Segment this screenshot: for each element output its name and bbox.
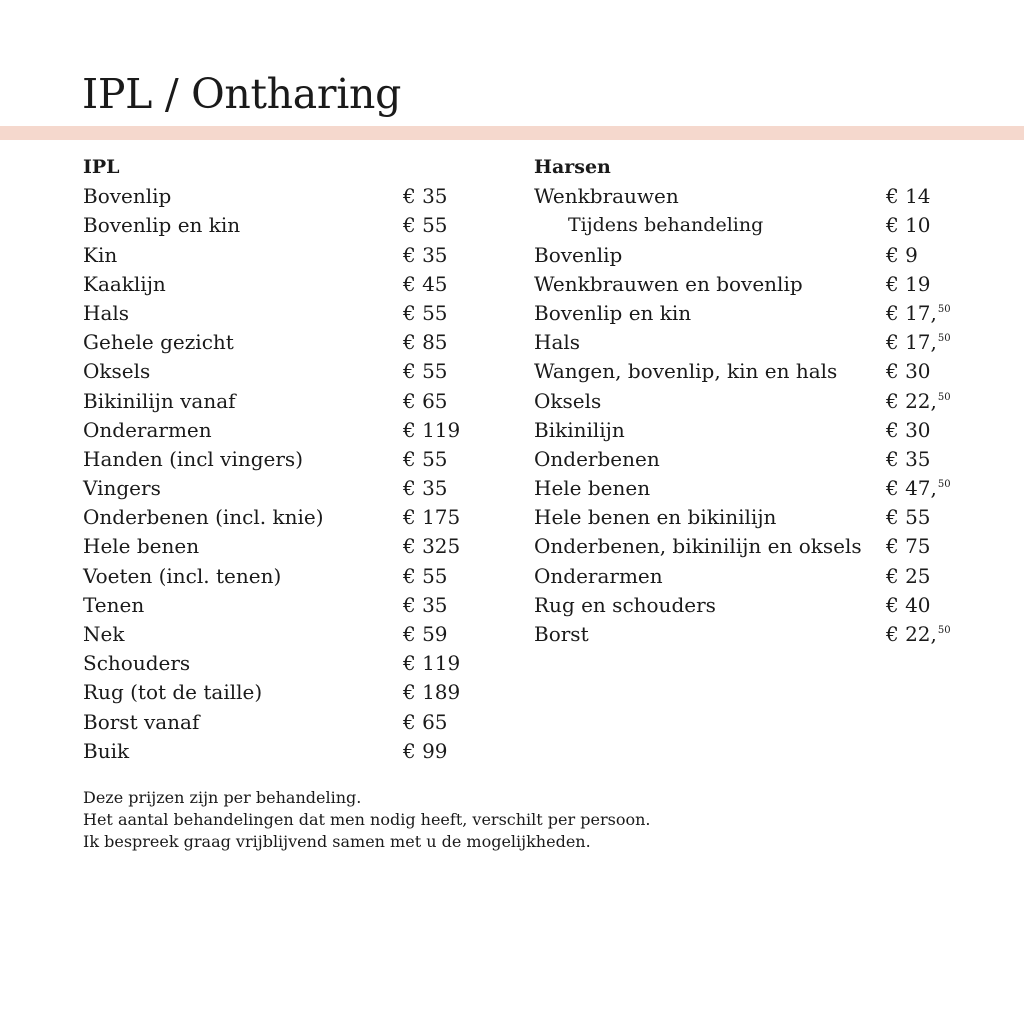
treatment-name: Bovenlip bbox=[83, 184, 172, 209]
ipl-price-list bbox=[83, 153, 483, 766]
price-amount: € 19 bbox=[886, 271, 931, 296]
price-amount: € 35 bbox=[403, 184, 448, 209]
price-amount: € 25 bbox=[886, 563, 931, 588]
price-amount: € 119 bbox=[403, 417, 461, 442]
price-row bbox=[83, 299, 483, 328]
treatment-name: Wenkbrauwen en bovenlip bbox=[534, 271, 803, 296]
treatment-name: Hele benen en bikinilijn bbox=[534, 505, 777, 530]
price-cents: 50 bbox=[937, 479, 951, 491]
treatment-price bbox=[403, 678, 460, 707]
price-amount: € 17, bbox=[886, 300, 937, 325]
ipl-rows bbox=[83, 182, 483, 766]
price-row bbox=[83, 182, 483, 211]
price-amount: € 14 bbox=[886, 184, 931, 209]
treatment-price bbox=[403, 620, 448, 649]
price-row bbox=[534, 620, 974, 649]
treatment-name: Onderarmen bbox=[83, 417, 212, 442]
treatment-price bbox=[403, 299, 448, 328]
treatment-price bbox=[886, 211, 931, 240]
price-row bbox=[83, 270, 483, 299]
treatment-price bbox=[403, 503, 460, 532]
price-row bbox=[534, 270, 974, 299]
price-row bbox=[83, 211, 483, 240]
treatment-name: Tenen bbox=[83, 592, 145, 617]
treatment-name: Tijdens behandeling bbox=[568, 214, 764, 237]
price-cents: 50 bbox=[937, 625, 951, 636]
price-amount: € 325 bbox=[403, 534, 461, 559]
treatment-price bbox=[886, 445, 931, 474]
treatment-name: Voeten (incl. tenen) bbox=[83, 563, 282, 588]
treatment-name: Onderbenen bbox=[534, 446, 660, 471]
treatment-price bbox=[886, 562, 931, 591]
price-amount: € 47, bbox=[886, 476, 937, 501]
footer-line-consultation: Ik bespreek graag vrijblijvend samen met u de mogelijkheden. bbox=[83, 832, 591, 851]
price-amount: € 45 bbox=[403, 271, 448, 296]
price-amount: € 65 bbox=[403, 388, 448, 413]
treatment-name: Hals bbox=[83, 300, 130, 325]
price-amount: € 35 bbox=[403, 242, 448, 267]
treatment-price bbox=[403, 532, 460, 561]
treatment-name: Wangen, bovenlip, kin en hals bbox=[534, 359, 838, 384]
price-amount: € 35 bbox=[403, 592, 448, 617]
treatment-price bbox=[403, 649, 460, 678]
treatment-name: Borst bbox=[534, 622, 589, 646]
price-amount: € 119 bbox=[403, 651, 461, 676]
price-amount: € 85 bbox=[403, 330, 448, 355]
treatment-price bbox=[403, 416, 460, 445]
price-row bbox=[534, 532, 974, 561]
treatment-name: Bikinilijn bbox=[534, 417, 625, 442]
price-row bbox=[83, 737, 483, 766]
price-row bbox=[83, 416, 483, 445]
treatment-name: Kin bbox=[83, 242, 118, 267]
footer-line-per-treatment: Deze prijzen zijn per behandeling. bbox=[83, 788, 362, 807]
treatment-price bbox=[886, 591, 931, 620]
treatment-price bbox=[886, 241, 918, 270]
price-amount: € 9 bbox=[886, 242, 918, 267]
treatment-name: Bovenlip en kin bbox=[534, 300, 692, 325]
treatment-name: Onderarmen bbox=[534, 563, 663, 588]
treatment-name: Hele benen bbox=[83, 534, 200, 559]
ipl-heading: IPL bbox=[83, 156, 120, 178]
treatment-price bbox=[403, 737, 448, 766]
price-row bbox=[83, 328, 483, 357]
treatment-price bbox=[403, 270, 448, 299]
treatment-name: Hals bbox=[534, 330, 581, 355]
treatment-price bbox=[886, 416, 931, 445]
price-amount: € 30 bbox=[886, 417, 931, 442]
treatment-price bbox=[403, 474, 448, 503]
price-amount: € 175 bbox=[403, 505, 461, 530]
price-row bbox=[83, 241, 483, 270]
treatment-name: Nek bbox=[83, 622, 125, 646]
price-row bbox=[83, 474, 483, 503]
price-row bbox=[534, 591, 974, 620]
footer-notes bbox=[83, 787, 783, 853]
price-row bbox=[83, 445, 483, 474]
treatment-name: Oksels bbox=[83, 359, 151, 384]
treatment-price bbox=[403, 708, 448, 737]
price-amount: € 40 bbox=[886, 592, 931, 617]
price-row bbox=[83, 620, 483, 649]
treatment-name: Oksels bbox=[534, 388, 602, 413]
price-amount: € 22, bbox=[886, 622, 937, 646]
price-row bbox=[83, 357, 483, 386]
price-amount: € 99 bbox=[403, 738, 448, 763]
price-amount: € 55 bbox=[403, 359, 448, 384]
price-cents: 50 bbox=[937, 303, 951, 315]
price-cents: 50 bbox=[937, 333, 951, 345]
treatment-price bbox=[886, 270, 931, 299]
price-amount: € 55 bbox=[403, 300, 448, 325]
treatment-price bbox=[403, 591, 448, 620]
price-row bbox=[534, 562, 974, 591]
price-row bbox=[83, 708, 483, 737]
price-amount: € 189 bbox=[403, 680, 461, 705]
treatment-price bbox=[403, 445, 448, 474]
price-cents: 50 bbox=[937, 391, 951, 403]
price-row bbox=[83, 678, 483, 707]
treatment-name: Onderbenen (incl. knie) bbox=[83, 505, 324, 530]
price-row bbox=[534, 357, 974, 386]
treatment-price bbox=[886, 532, 931, 561]
price-row bbox=[534, 387, 974, 416]
price-row bbox=[83, 591, 483, 620]
treatment-name: Bovenlip bbox=[534, 242, 623, 267]
treatment-name: Vingers bbox=[83, 476, 161, 501]
treatment-name: Borst vanaf bbox=[83, 709, 200, 734]
price-amount: € 22, bbox=[886, 388, 937, 413]
price-row bbox=[83, 503, 483, 532]
treatment-name: Kaaklijn bbox=[83, 271, 166, 296]
price-row bbox=[534, 299, 974, 328]
price-row bbox=[83, 649, 483, 678]
treatment-price bbox=[886, 182, 931, 211]
treatment-name: Wenkbrauwen bbox=[534, 184, 679, 209]
footer-line-treatment-count: Het aantal behandelingen dat men nodig heeft, verschilt per persoon. bbox=[83, 810, 651, 829]
harsen-price-list bbox=[534, 153, 974, 649]
treatment-price bbox=[403, 328, 448, 357]
treatment-price bbox=[403, 211, 448, 240]
accent-divider bbox=[0, 126, 1024, 140]
treatment-name: Rug (tot de taille) bbox=[83, 680, 263, 705]
price-amount: € 17, bbox=[886, 330, 937, 355]
harsen-rows bbox=[534, 182, 974, 649]
price-row bbox=[534, 474, 974, 503]
treatment-name: Schouders bbox=[83, 651, 191, 676]
price-row bbox=[534, 182, 974, 211]
price-row bbox=[534, 416, 974, 445]
price-amount: € 75 bbox=[886, 534, 931, 559]
treatment-name: Handen (incl vingers) bbox=[83, 446, 303, 471]
treatment-name: Rug en schouders bbox=[534, 592, 716, 617]
treatment-name: Bovenlip en kin bbox=[83, 213, 241, 238]
price-amount: € 35 bbox=[886, 446, 931, 471]
price-row bbox=[83, 562, 483, 591]
page-title: IPL / Ontharing bbox=[82, 70, 402, 118]
treatment-price bbox=[403, 241, 448, 270]
treatment-price bbox=[886, 357, 931, 386]
treatment-price bbox=[403, 182, 448, 211]
price-row bbox=[534, 328, 974, 357]
price-row bbox=[534, 241, 974, 270]
price-amount: € 35 bbox=[403, 476, 448, 501]
price-amount: € 59 bbox=[403, 622, 448, 646]
price-row bbox=[534, 503, 974, 532]
price-amount: € 10 bbox=[886, 213, 931, 238]
treatment-price bbox=[403, 357, 448, 386]
treatment-name: Bikinilijn vanaf bbox=[83, 388, 236, 413]
treatment-price bbox=[403, 387, 448, 416]
treatment-name: Onderbenen, bikinilijn en oksels bbox=[534, 534, 862, 559]
price-amount: € 55 bbox=[403, 563, 448, 588]
price-row bbox=[534, 211, 974, 240]
price-row bbox=[83, 387, 483, 416]
price-amount: € 30 bbox=[886, 359, 931, 384]
price-row bbox=[534, 445, 974, 474]
treatment-name: Buik bbox=[83, 738, 130, 763]
treatment-name: Gehele gezicht bbox=[83, 330, 234, 355]
price-amount: € 55 bbox=[886, 505, 931, 530]
treatment-name: Hele benen bbox=[534, 476, 651, 501]
treatment-price bbox=[403, 562, 448, 591]
price-amount: € 65 bbox=[403, 709, 448, 734]
price-amount: € 55 bbox=[403, 446, 448, 471]
price-row bbox=[83, 532, 483, 561]
treatment-price bbox=[886, 503, 931, 532]
harsen-heading: Harsen bbox=[534, 156, 611, 178]
price-amount: € 55 bbox=[403, 213, 448, 238]
treatment-price bbox=[886, 620, 951, 653]
